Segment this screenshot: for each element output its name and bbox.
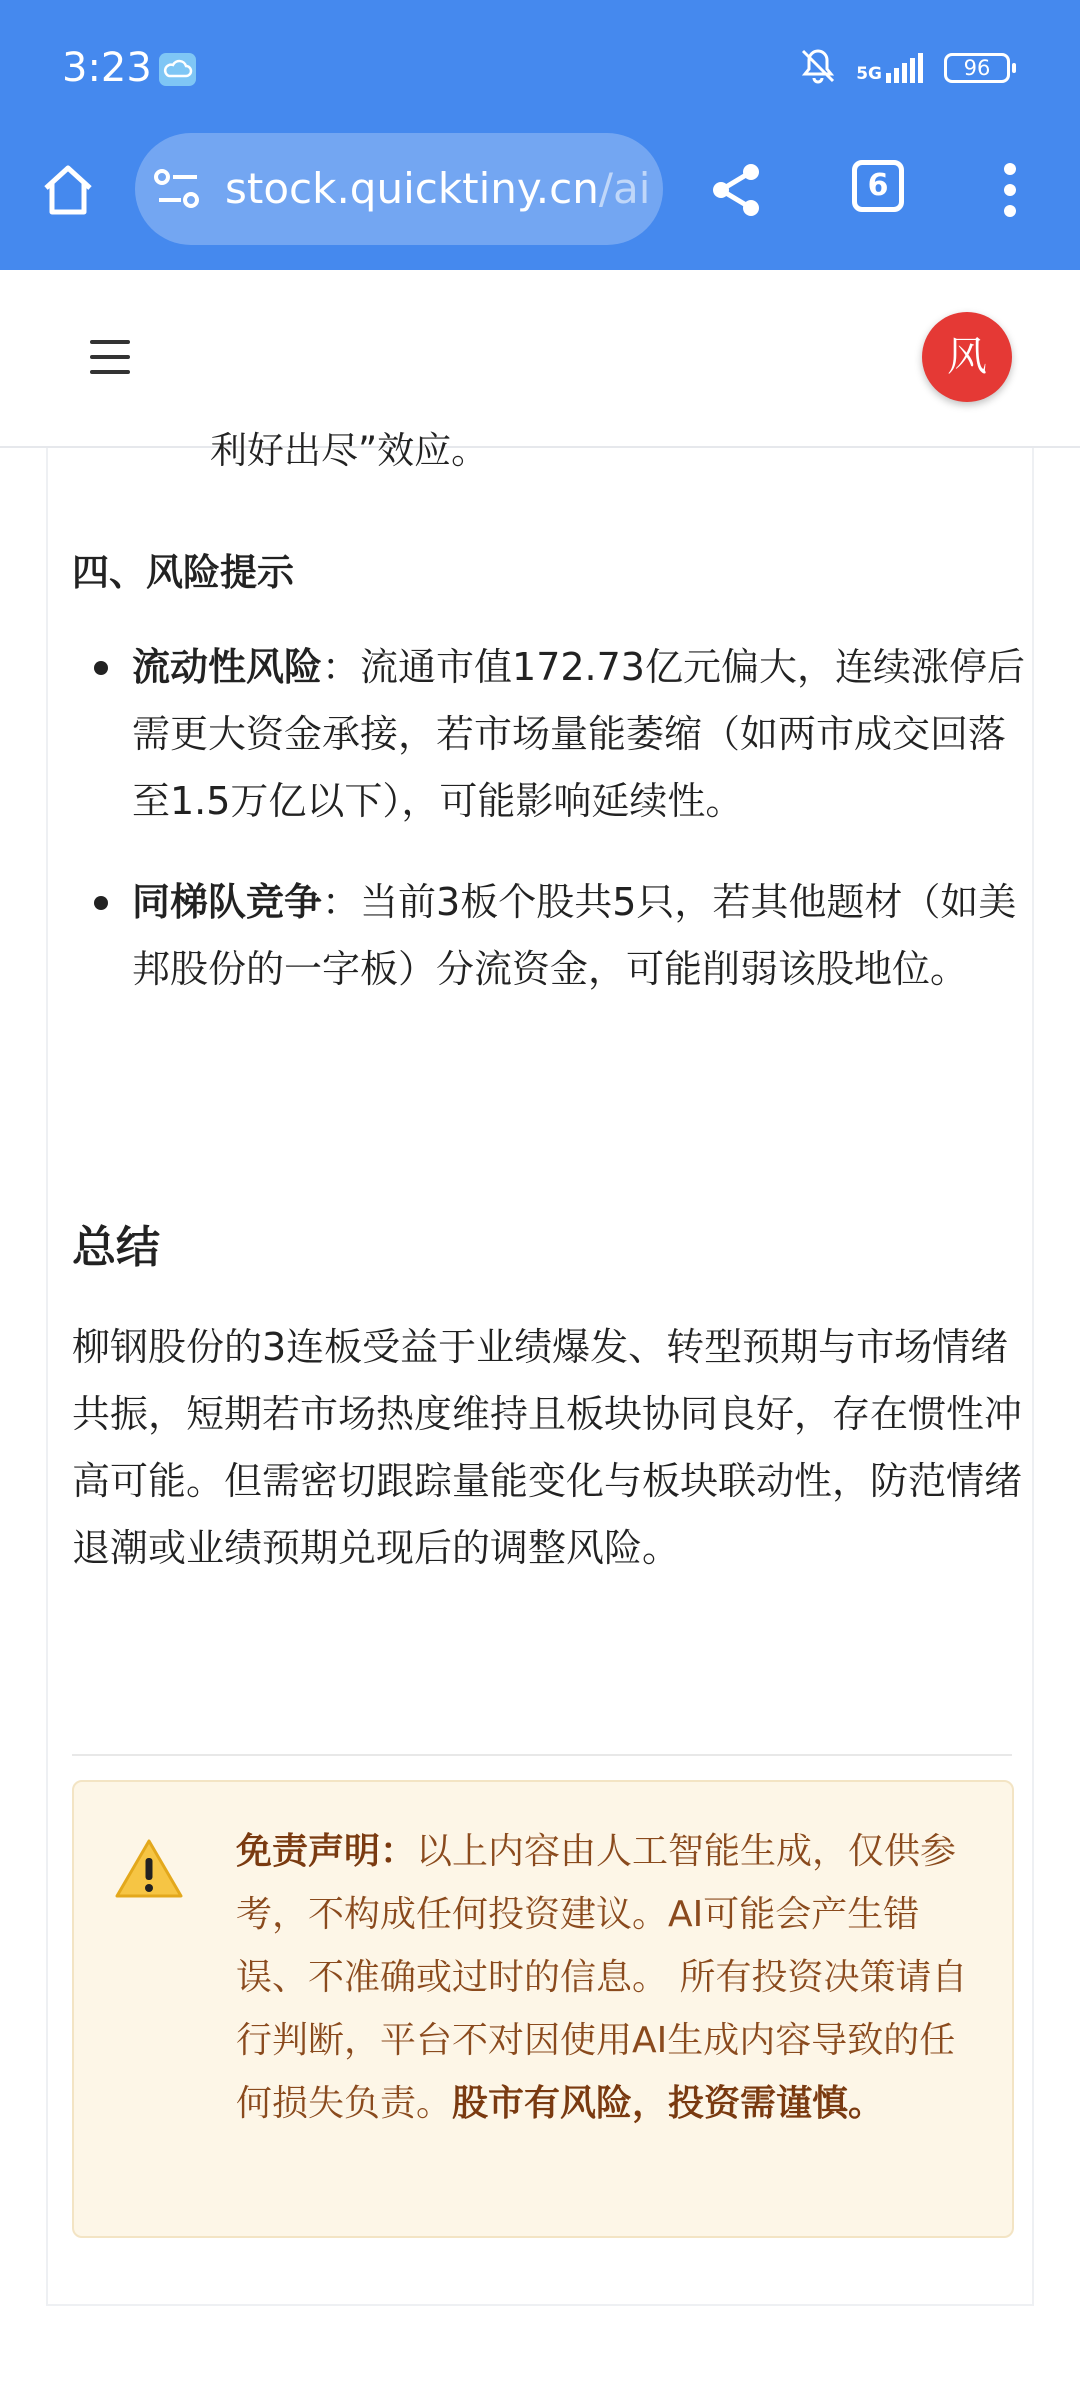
- avatar[interactable]: 风: [922, 312, 1012, 402]
- partial-text-line: 利好出尽”效应。: [210, 429, 489, 472]
- status-time: 3:23: [62, 45, 152, 91]
- risk-label: 流动性风险: [132, 645, 323, 689]
- risk-text: ：流通市值172.73亿元偏大，连续涨停后需更大资金承接，若市场量能萎缩（如两市成交回落至1.5万亿以下），可能影响延续性。: [132, 645, 1025, 823]
- site-settings-icon[interactable]: [155, 168, 201, 210]
- share-button[interactable]: [705, 158, 769, 222]
- risk-list: [72, 634, 1032, 1037]
- cloud-icon: [159, 53, 196, 86]
- bell-muted-icon: [798, 46, 838, 90]
- address-bar[interactable]: [135, 133, 663, 245]
- divider: [72, 1754, 1012, 1756]
- disclaimer-box: [72, 1780, 1014, 2238]
- warning-icon: [114, 1838, 184, 1900]
- more-menu-button[interactable]: [990, 158, 1030, 222]
- url-path: /ai: [598, 164, 651, 213]
- url-domain: stock.quicktiny.cn: [225, 164, 599, 213]
- hamburger-menu-icon[interactable]: [90, 340, 130, 376]
- status-bar: [0, 0, 1080, 128]
- disclaimer-body: 以上内容由人工智能生成，仅供参考，不构成任何投资建议。AI可能会产生错误、不准确或过时的信息。 所有投资决策请自行判断，平台不对因使用AI生成内容导致的任何损失负责。: [236, 1831, 968, 2124]
- disclaimer-label: 免责声明：: [236, 1831, 417, 1872]
- dot: [1004, 184, 1016, 196]
- battery-icon: 96: [944, 53, 1010, 83]
- share-icon: [705, 158, 769, 222]
- risk-label: 同梯队竞争: [132, 880, 323, 924]
- summary-paragraph: 柳钢股份的3连板受益于业绩爆发、转型预期与市场情绪共振，短期若市场热度维持且板块协同良好，存在惯性冲高可能。但需密切跟踪量能变化与板块联动性，防范情绪退潮或业绩预期兑现后的调整风险。: [72, 1325, 1023, 1570]
- dot: [1004, 205, 1016, 217]
- system-icons: [798, 46, 1010, 90]
- disclaimer-text: [236, 1820, 986, 2135]
- summary-title: 总结: [72, 1222, 160, 1273]
- disclaimer-emphasis: 股市有风险，投资需谨慎。: [452, 2083, 885, 2124]
- tab-switcher-button[interactable]: 6: [852, 160, 904, 212]
- risk-text: ：当前3板个股共5只，若其他题材（如美邦股份的一字板）分流资金，可能削弱该股地位。: [132, 880, 1017, 991]
- section-title-risks: 四、风险提示: [72, 551, 294, 594]
- site-header: [0, 270, 1080, 448]
- home-button[interactable]: [36, 158, 100, 222]
- list-item: [72, 634, 1032, 835]
- article-card: [46, 429, 1034, 2306]
- url-text[interactable]: [225, 163, 651, 215]
- home-icon: [36, 158, 100, 222]
- dot: [1004, 163, 1016, 175]
- network-type: 5G: [856, 64, 882, 84]
- list-item: [72, 869, 1032, 1003]
- browser-toolbar: [0, 128, 1080, 270]
- signal-icon: [856, 53, 926, 83]
